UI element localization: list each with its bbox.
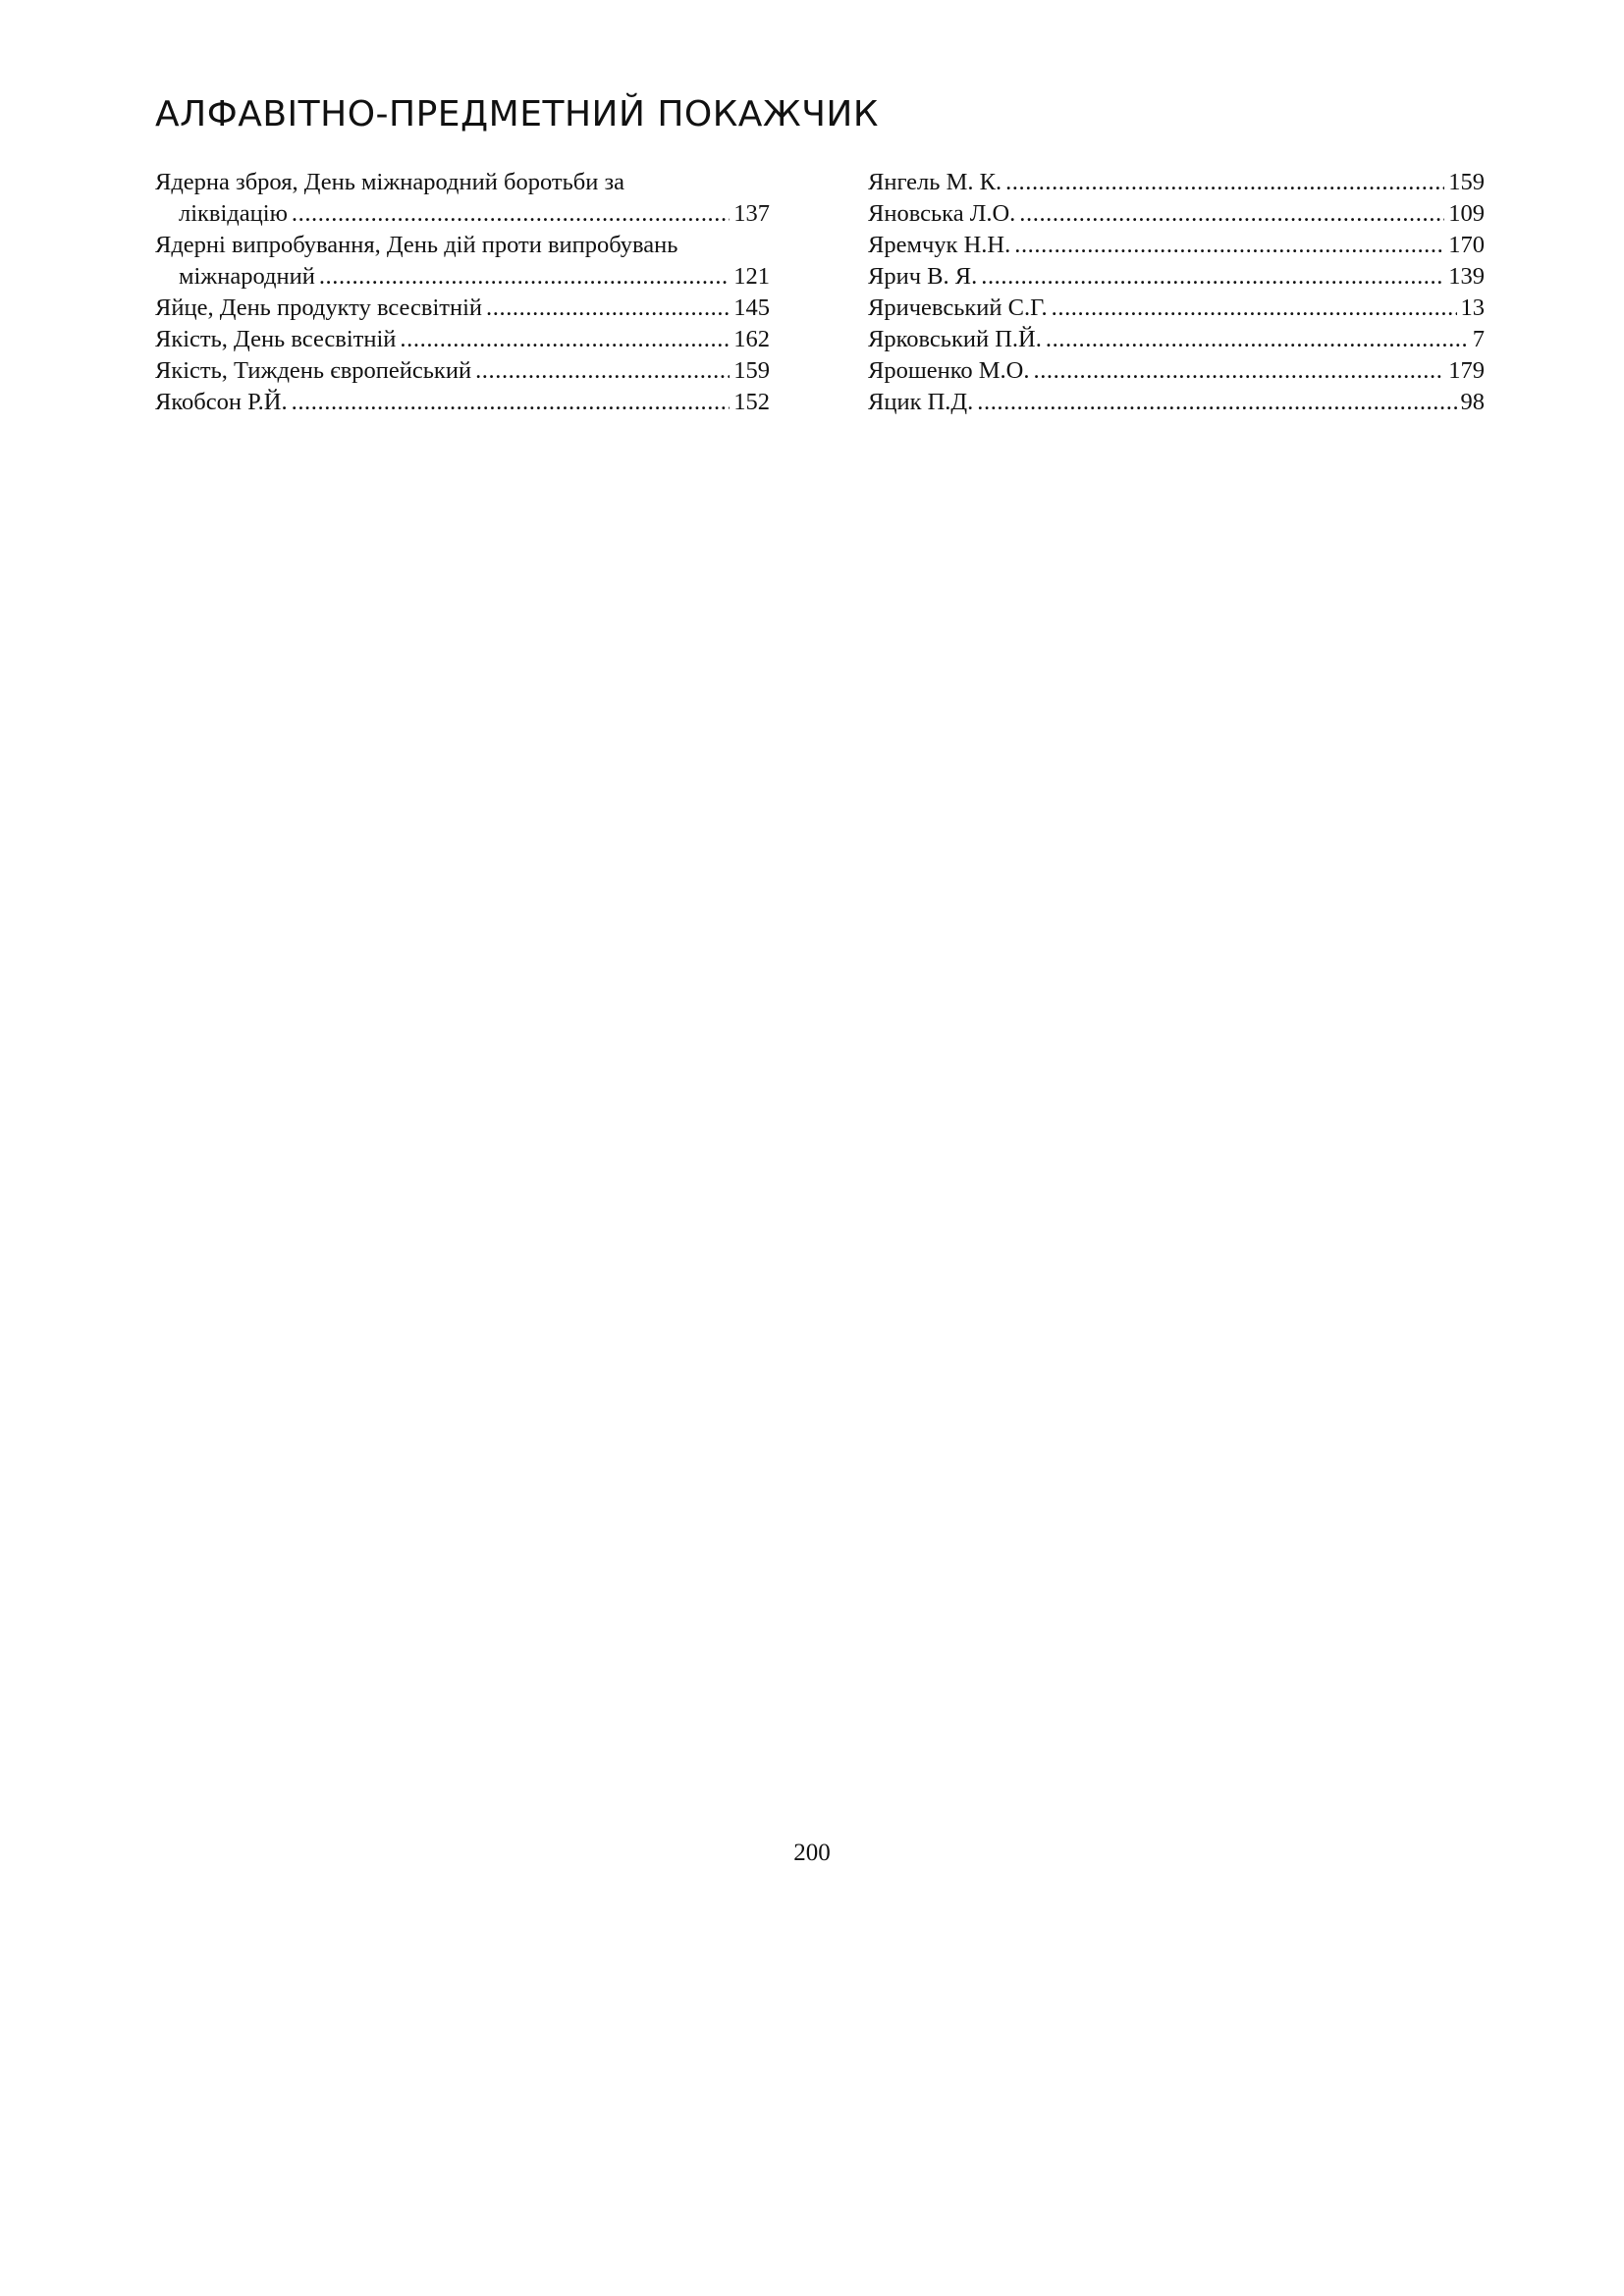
entry-term-continuation: ліквідацію: [179, 200, 288, 227]
entry-line: [868, 261, 1485, 293]
entry-page-number: 162: [733, 326, 770, 352]
index-column-left: [155, 167, 770, 418]
entry-term: Ярковський П.Й.: [868, 326, 1042, 352]
entry-line: [868, 198, 1485, 230]
entry-page-number: 109: [1448, 200, 1485, 227]
entry-page-number: 159: [733, 357, 770, 384]
entry-page-number: 13: [1460, 294, 1485, 321]
entry-term: Яновська Л.О.: [868, 200, 1016, 227]
dot-leader: [1052, 293, 1457, 324]
dot-leader: [292, 387, 731, 418]
entry-term: Яцик П.Д.: [868, 389, 974, 415]
index-entry: [868, 355, 1485, 387]
index-entry: [155, 167, 770, 230]
entry-term: Яричевський С.Г.: [868, 294, 1048, 321]
entry-line: [868, 293, 1485, 324]
entry-page-number: 98: [1460, 389, 1485, 415]
entry-page-number: 179: [1448, 357, 1485, 384]
dot-leader: [319, 261, 730, 293]
index-entry: [868, 198, 1485, 230]
dot-leader: [1014, 230, 1444, 261]
index-entry: [868, 324, 1485, 355]
index-entry: [155, 324, 770, 355]
dot-leader: [486, 293, 730, 324]
entry-page-number: 170: [1448, 232, 1485, 258]
entry-line: [868, 324, 1485, 355]
dot-leader: [292, 198, 730, 230]
entry-term: Яремчук Н.Н.: [868, 232, 1011, 258]
entry-line: [868, 230, 1485, 261]
entry-term: Ярошенко М.О.: [868, 357, 1030, 384]
index-entry: [868, 261, 1485, 293]
entry-line: [155, 324, 770, 355]
entry-line: [155, 293, 770, 324]
dot-leader: [1005, 167, 1444, 198]
entry-term: Якобсон Р.Й.: [155, 389, 288, 415]
entry-term: Якість, Тиждень європейський: [155, 357, 472, 384]
entry-line: [155, 261, 770, 293]
dot-leader: [1046, 324, 1469, 355]
entry-line: [868, 387, 1485, 418]
entry-page-number: 139: [1448, 263, 1485, 290]
entry-line: [155, 355, 770, 387]
entry-term: Ярич В. Я.: [868, 263, 978, 290]
index-column-right: [868, 167, 1485, 418]
dot-leader: [981, 261, 1444, 293]
dot-leader: [1033, 355, 1444, 387]
dot-leader: [977, 387, 1456, 418]
dot-leader: [475, 355, 730, 387]
index-entry: [868, 293, 1485, 324]
entry-term: Ядерні випробування, День дій проти випробувань: [155, 232, 678, 258]
index-entry: [155, 230, 770, 293]
index-entry: [868, 167, 1485, 198]
entry-page-number: 7: [1472, 326, 1485, 352]
entry-term: Ядерна зброя, День міжнародний боротьби за: [155, 169, 625, 195]
index-entry: [155, 387, 770, 418]
entry-line: [155, 230, 770, 261]
entry-page-number: 145: [733, 294, 770, 321]
entry-line: [155, 198, 770, 230]
entry-page-number: 159: [1448, 169, 1485, 195]
entry-line: [155, 387, 770, 418]
index-entry: [155, 293, 770, 324]
entry-page-number: 152: [733, 389, 770, 415]
index-entry: [868, 387, 1485, 418]
entry-line: [868, 167, 1485, 198]
dot-leader: [1019, 198, 1444, 230]
entry-term-continuation: міжнародний: [179, 263, 315, 290]
entry-term: Янгель М. К.: [868, 169, 1002, 195]
dot-leader: [400, 324, 730, 355]
page-number: 200: [793, 1840, 831, 1866]
entry-term: Якість, День всесвітній: [155, 326, 397, 352]
entry-page-number: 121: [733, 263, 770, 290]
entry-line: [868, 355, 1485, 387]
index-entry: [155, 355, 770, 387]
entry-term: Яйце, День продукту всесвітній: [155, 294, 483, 321]
entry-line: [155, 167, 770, 198]
entry-page-number: 137: [733, 200, 770, 227]
page-title: АЛФАВІТНО-ПРЕДМЕТНИЙ ПОКАЖЧИК: [155, 94, 879, 134]
index-entry: [868, 230, 1485, 261]
